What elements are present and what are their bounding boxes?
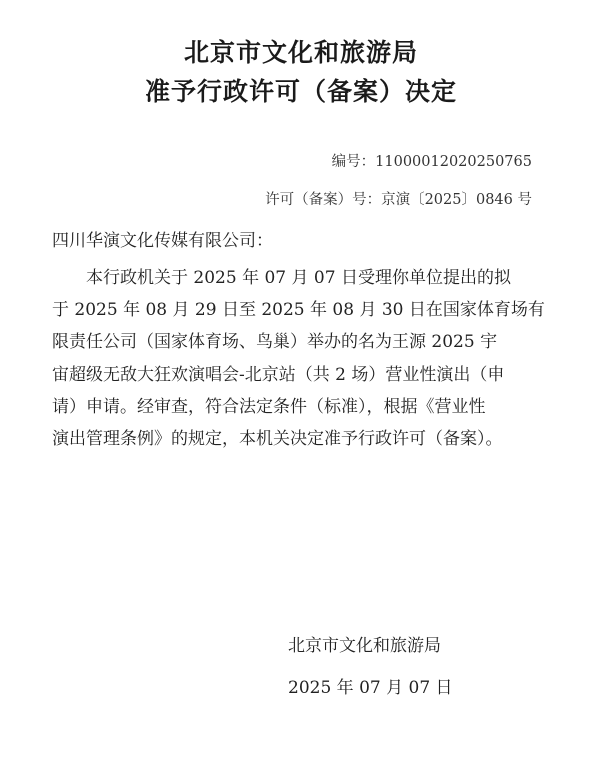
decision-body xyxy=(52,262,552,455)
permit-number: 许可（备案）号：京演〔2025〕0846 号 xyxy=(265,192,532,208)
body-line: 本行政机关于 2025 年 07 月 07 日受理你单位提出的拟 xyxy=(86,268,511,288)
addressee: 四川华演文化传媒有限公司： xyxy=(52,231,273,251)
signature-date: 2025 年 07 月 07 日 xyxy=(288,678,453,698)
document-title-decision: 准予行政许可（备案）决定 xyxy=(144,77,457,106)
body-line: 于 2025 年 08 月 29 日至 2025 年 08 月 30 日在国家体育场有 xyxy=(52,300,545,321)
body-line: 限责任公司（国家体育场、鸟巢）举办的名为王源 2025 宇 xyxy=(52,332,498,353)
body-line: 宙超级无敌大狂欢演唱会-北京站（共 2 场）营业性演出（申 xyxy=(52,364,505,385)
body-line: 演出管理条例》的规定，本机关决定准予行政许可（备案）。 xyxy=(52,429,503,450)
document-title-issuer: 北京市文化和旅游局 xyxy=(183,38,418,67)
serial-number: 编号：11000012020250765 xyxy=(331,154,532,170)
signature-issuer: 北京市文化和旅游局 xyxy=(288,636,441,656)
body-line: 请）申请。经审查，符合法定条件（标准），根据《营业性 xyxy=(52,396,486,417)
